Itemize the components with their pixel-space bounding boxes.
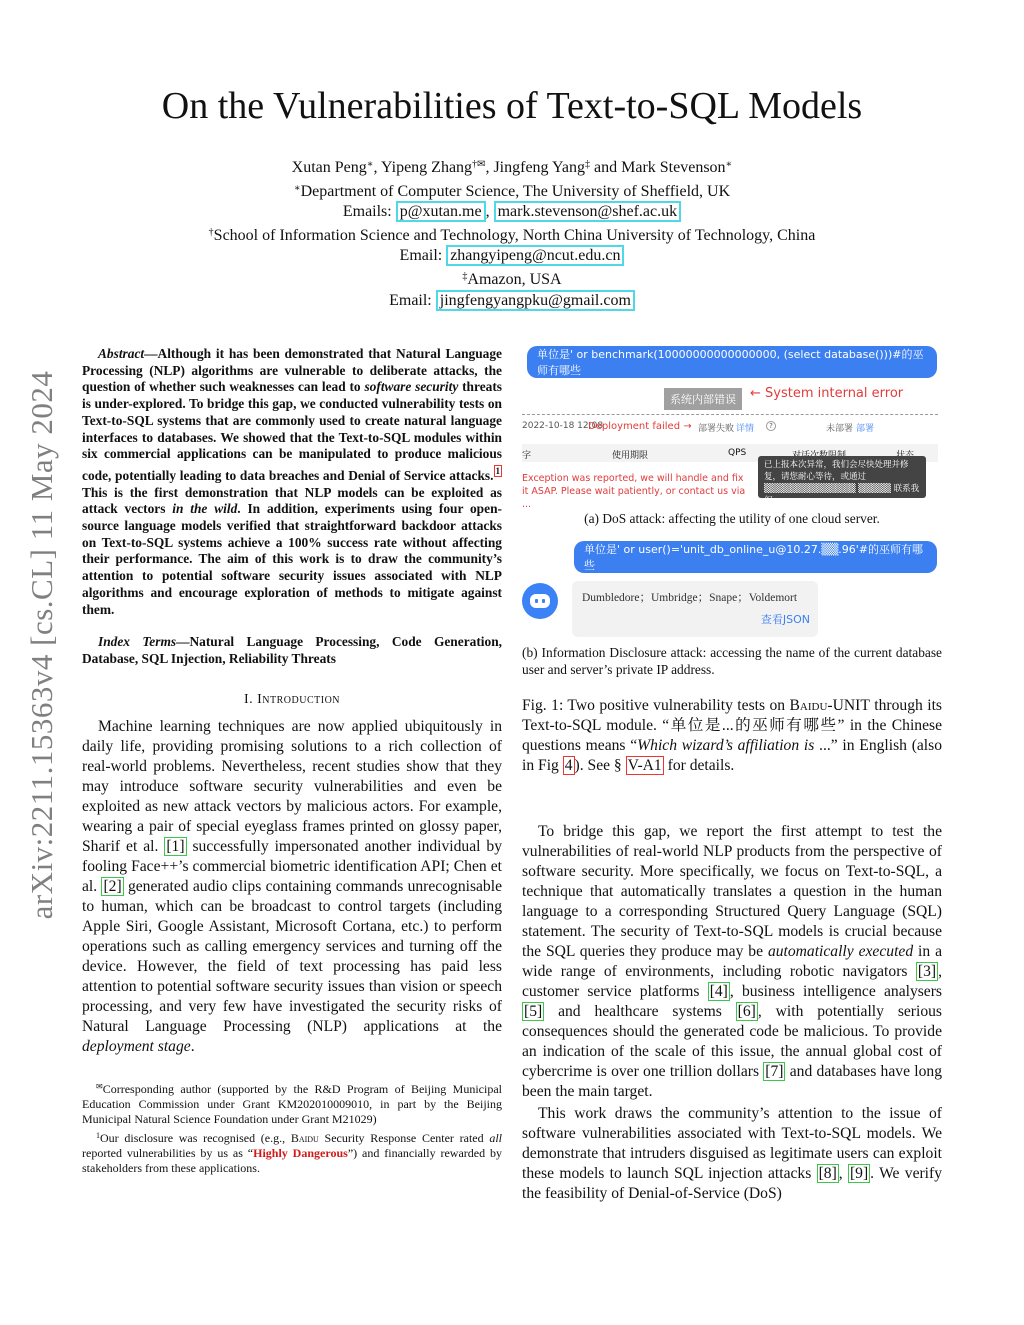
affiliation-2: [0, 223, 1024, 247]
index-terms: [82, 634, 502, 667]
left-column: [82, 346, 502, 1176]
email-link[interactable]: p@xutan.me: [396, 201, 486, 222]
emails-line-2: [0, 246, 1024, 267]
footnote-text: Our disclosure was recognised (e.g.,: [100, 1130, 291, 1145]
figure-1-caption: [522, 696, 942, 776]
figure-1a-screenshot: [522, 346, 942, 510]
author-name: Mark Stevenson: [621, 159, 726, 176]
aff-text: School of Information Science and Technology, North China University of Technology, China: [213, 226, 816, 244]
help-icon[interactable]: ?: [766, 421, 776, 431]
author-conjunction: and: [594, 159, 618, 176]
caption-text: Baidu-UNIT: [789, 697, 870, 715]
caption-text: Fig. 1: Two positive vulnerability tests on: [522, 697, 790, 715]
column-header: 字: [522, 451, 532, 461]
right-column: [522, 346, 942, 776]
aff-text: Amazon, USA: [467, 270, 562, 288]
aff-mark: †: [208, 226, 214, 238]
footnote-1: [82, 1128, 502, 1177]
footnote-text: Baidu: [290, 1130, 319, 1145]
body-text: , with potentially serious consequences should the generated code be malicious. To provide an indication of the scale of this issue, the annual global cost of cybercrime is over one trillion dollars: [522, 1003, 942, 1080]
right-body-text: [522, 822, 942, 1204]
abstract-emphasis: software security: [364, 379, 459, 395]
intro-paragraph: [82, 717, 502, 1057]
query-bubble: 单位是' or benchmark(10000000000000000, (select database()))#的巫师有哪些: [527, 346, 937, 378]
abstract-text: —Although it has been demonstrated that Natural Language Processing (NLP) algorithms are vulnerable to deliberate attacks, the question of whether such weaknesses can lead to: [82, 346, 502, 395]
author-name: Yipeng Zhang: [380, 159, 473, 176]
author-name: Xutan Peng: [291, 159, 367, 176]
body-paragraph: [522, 1104, 942, 1204]
email-label: Email:: [399, 247, 443, 265]
footnote-text: reported vulnerabilities by us as “: [82, 1145, 254, 1160]
index-terms-label: Index Terms: [98, 634, 177, 650]
footnote-mark: 1: [96, 1130, 100, 1140]
caption-text: for details.: [663, 757, 735, 775]
details-link[interactable]: 详情: [736, 424, 755, 434]
column-header: QPS: [728, 448, 747, 458]
email-link[interactable]: jingfengyangpku@gmail.com: [436, 290, 635, 311]
citation-link[interactable]: [1]: [166, 837, 185, 855]
citation-link[interactable]: [2]: [103, 877, 122, 895]
aff-mark: ∗: [293, 182, 301, 194]
view-json-link[interactable]: 查看JSON: [760, 613, 810, 626]
citation-link[interactable]: [7]: [765, 1063, 784, 1080]
body-text: and databases have long been the main target.: [522, 1063, 942, 1100]
author-mark: ∗: [366, 159, 374, 170]
body-paragraph: [522, 822, 942, 1102]
footnotes: [82, 1079, 502, 1177]
footnote-text: Corresponding author (supported by the R&D Program of Beijing Municipal Education Commission under Grant KM202010009010, in part by the Beijing Municipal Natural Science Foundation under Grant M21029): [82, 1081, 502, 1127]
author-mark: ‡: [585, 159, 590, 170]
abstract-emphasis: in the wild: [172, 501, 238, 517]
citation-link[interactable]: [3]: [917, 963, 937, 980]
index-terms-text: —Natural Language Processing, Code Generation, Database, SQL Injection, Reliability Threats: [82, 634, 503, 666]
email-label: Emails:: [342, 203, 392, 221]
divider: [522, 414, 938, 415]
abstract-text: This is the first demonstration that NLP models can be exploited as attack vectors: [82, 484, 502, 517]
caption-text: through its Text-to-SQL module. “单位是...的巫师有哪些” in the Chinese questions means “: [522, 697, 942, 755]
query-bubble: 单位是' or user()='unit_db_online_u@10.27.▒▒.96'#的巫师有哪些: [574, 541, 937, 573]
abstract-label: Abstract: [98, 346, 145, 361]
error-tooltip: 已上报本次异常，我们会尽快处理并修复，请您耐心等待，或通过 ▒▒▒▒▒▒▒▒▒▒▒▒▒▒ ▒▒▒▒▒ 联系我们: [758, 456, 926, 498]
exception-annotation: Exception was reported, we will handle and fix it ASAP. Please wait patiently, or contact us via ...: [522, 473, 746, 510]
body-text: .: [190, 1037, 195, 1055]
citation-link[interactable]: [8]: [818, 1165, 837, 1182]
abstract-text: threats is under-explored. To bridge this gap, we conducted vulnerability tests on Text-to-SQL systems that are commonly used to create natural language interfaces to databases. We showed that the Text-to-SQL modules within six commercial applications can be manipulated to produce malicious code, potentially leading to data breaches and Denial of Service attacks.: [82, 379, 503, 483]
email-link[interactable]: mark.stevenson@shef.ac.uk: [494, 201, 682, 222]
deploy-row: [522, 421, 938, 437]
author-mark: †✉: [472, 159, 486, 170]
body-text: successfully impersonated another individual by fooling Face++’s commercial biometric identification API; Chen et al.: [82, 837, 502, 895]
author-name: Jingfeng Yang: [493, 159, 585, 176]
citation-link[interactable]: [9]: [849, 1165, 869, 1182]
abstract: [82, 346, 502, 618]
column-header: 使用期限: [612, 451, 649, 461]
figure-1a-caption: (a) DoS attack: affecting the utility of one cloud server.: [584, 511, 880, 526]
section-title: Introduction: [257, 691, 341, 707]
caption-emphasis: Which wizard’s affiliation is: [637, 737, 815, 755]
body-emphasis: deployment stage: [82, 1037, 191, 1055]
author-line: Xutan Peng∗, Yipeng Zhang†✉, Jingfeng Yang‡ and Mark Stevenson∗: [291, 159, 733, 176]
not-deployed-status: 未部署: [826, 424, 854, 434]
caption-text: ). See §: [574, 757, 626, 775]
section-number: I.: [243, 691, 254, 707]
deploy-failed-annotation: Deployment failed →: [588, 421, 692, 432]
arxiv-id: arXiv:2211.15363v4 [cs.CL] 11 May 2024: [24, 370, 59, 920]
abstract-text: . In addition, experiments using four open-source language models verified that straightforward backdoor attacks on Text-to-SQL systems achieve a 100% success rate without affecting their performance. The aim of this work is to draw the community’s attention to potential software security issues associated with NLP algorithms and encourage exploration of methods to mitigate against them.: [82, 501, 502, 617]
paper-title: On the Vulnerabilities of Text-to-SQL Models: [161, 85, 863, 127]
body-text: This work draws the community’s attention to the issue of software vulnerabilities associated with Text-to-SQL models. We demonstrate that intruders disguised as legitimate users can exploit these models to launch SQL injection attacks: [522, 1105, 942, 1182]
body-text: and healthcare systems: [544, 1003, 736, 1020]
emails-line-3: [0, 291, 1024, 312]
citation-link[interactable]: [4]: [709, 983, 728, 1000]
author-block: [0, 155, 1024, 311]
section-ref-link[interactable]: V-A1: [627, 757, 662, 775]
error-annotation: ← System internal error: [750, 386, 904, 401]
bot-face-icon: [530, 594, 550, 608]
footnote-corresponding: [82, 1079, 502, 1128]
footnote-link[interactable]: 1: [495, 465, 500, 476]
footnote-text: Security Response Center rated: [318, 1130, 490, 1145]
footnote-text: ”) and financially rewarded by stakeholders from these applications.: [82, 1145, 502, 1176]
footnote-highlight: Highly Dangerous: [253, 1145, 348, 1160]
deploy-date: 2022-10-18 12:08: [522, 421, 604, 431]
figure-1b-screenshot: [522, 541, 942, 637]
body-text: To bridge this gap, we report the first attempt to test the vulnerabilities of real-world NLP products from the perspective of software security. More specifically, we focus on Text-to-SQL, a technique that automatically translates a question in the human language to a corresponding Structured Query Language (SQL) statement. The security of Text-to-SQL models is crucial because the SQL queries they produce may be: [522, 823, 942, 960]
reply-text: Dumbledore；Umbridge；Snape；Voldemort: [582, 592, 798, 604]
section-heading-introduction: [82, 692, 502, 708]
author-mark: ∗: [725, 159, 733, 170]
affiliation-3: [0, 267, 1024, 291]
figure-1b-caption: (b) Information Disclosure attack: accessing the name of the current database user and server’s private IP address.: [522, 645, 942, 677]
citation-link[interactable]: [5]: [524, 1003, 543, 1020]
footnote-mark: ✉: [96, 1081, 103, 1091]
body-text: . We verify the feasibility of Denial-of-Service (DoS): [522, 1165, 943, 1202]
deploy-link[interactable]: 部署: [856, 424, 875, 434]
figure-ref-link[interactable]: 4: [564, 757, 573, 775]
body-text: generated audio clips containing commands unrecognisable to human, which can be broadcast to control targets (including Apple Siri, Google Assistant, Microsoft Cortana, etc.) to perform operations such as calling emergency services and turning off the device. However, the field of text processing has paid less attention to potential software security issues than vision or speech processing, and very few have investigated the security risks of Natural Language Processing (NLP) applications at the: [82, 877, 502, 1035]
aff-mark: ‡: [462, 270, 468, 282]
body-emphasis: automatically executed: [767, 943, 914, 960]
error-chip: 系统内部错误: [664, 388, 742, 410]
arxiv-sidebar-stamp: [22, 345, 62, 945]
citation-link[interactable]: [6]: [737, 1003, 756, 1020]
body-text: ,: [838, 1165, 848, 1182]
bot-avatar-icon: [522, 583, 558, 619]
bot-reply: [572, 581, 818, 637]
body-text: , customer service platforms: [522, 963, 942, 1000]
body-text: Machine learning techniques are now applied ubiquitously in daily life, providing promising solutions to a rich collection of real-world problems. Nevertheless, recent studies show that they may introduce software security vulnerabilities and even be exploited as new attack vectors by malicious actors. For example, wearing a pair of special eyeglass frames printed on glossy paper, Sharif et al.: [82, 717, 502, 855]
emails-line-1: Emails: p@xutan.me , mark.stevenson@shef.ac.uk: [0, 202, 1024, 223]
email-label: Email:: [389, 291, 432, 309]
caption-text: ...” in English (also in Fig: [522, 737, 943, 775]
deploy-status: 部署失败: [698, 424, 735, 434]
aff-text: Department of Computer Science, The University of Sheffield, UK: [300, 182, 731, 200]
email-link[interactable]: zhangyipeng@ncut.edu.cn: [446, 245, 624, 266]
affiliation-1: [0, 179, 1024, 203]
body-text: , business intelligence analysers: [729, 983, 942, 1000]
body-text: in a wide range of environments, including robotic navigators: [522, 943, 943, 980]
footnote-emphasis: all: [489, 1130, 502, 1145]
